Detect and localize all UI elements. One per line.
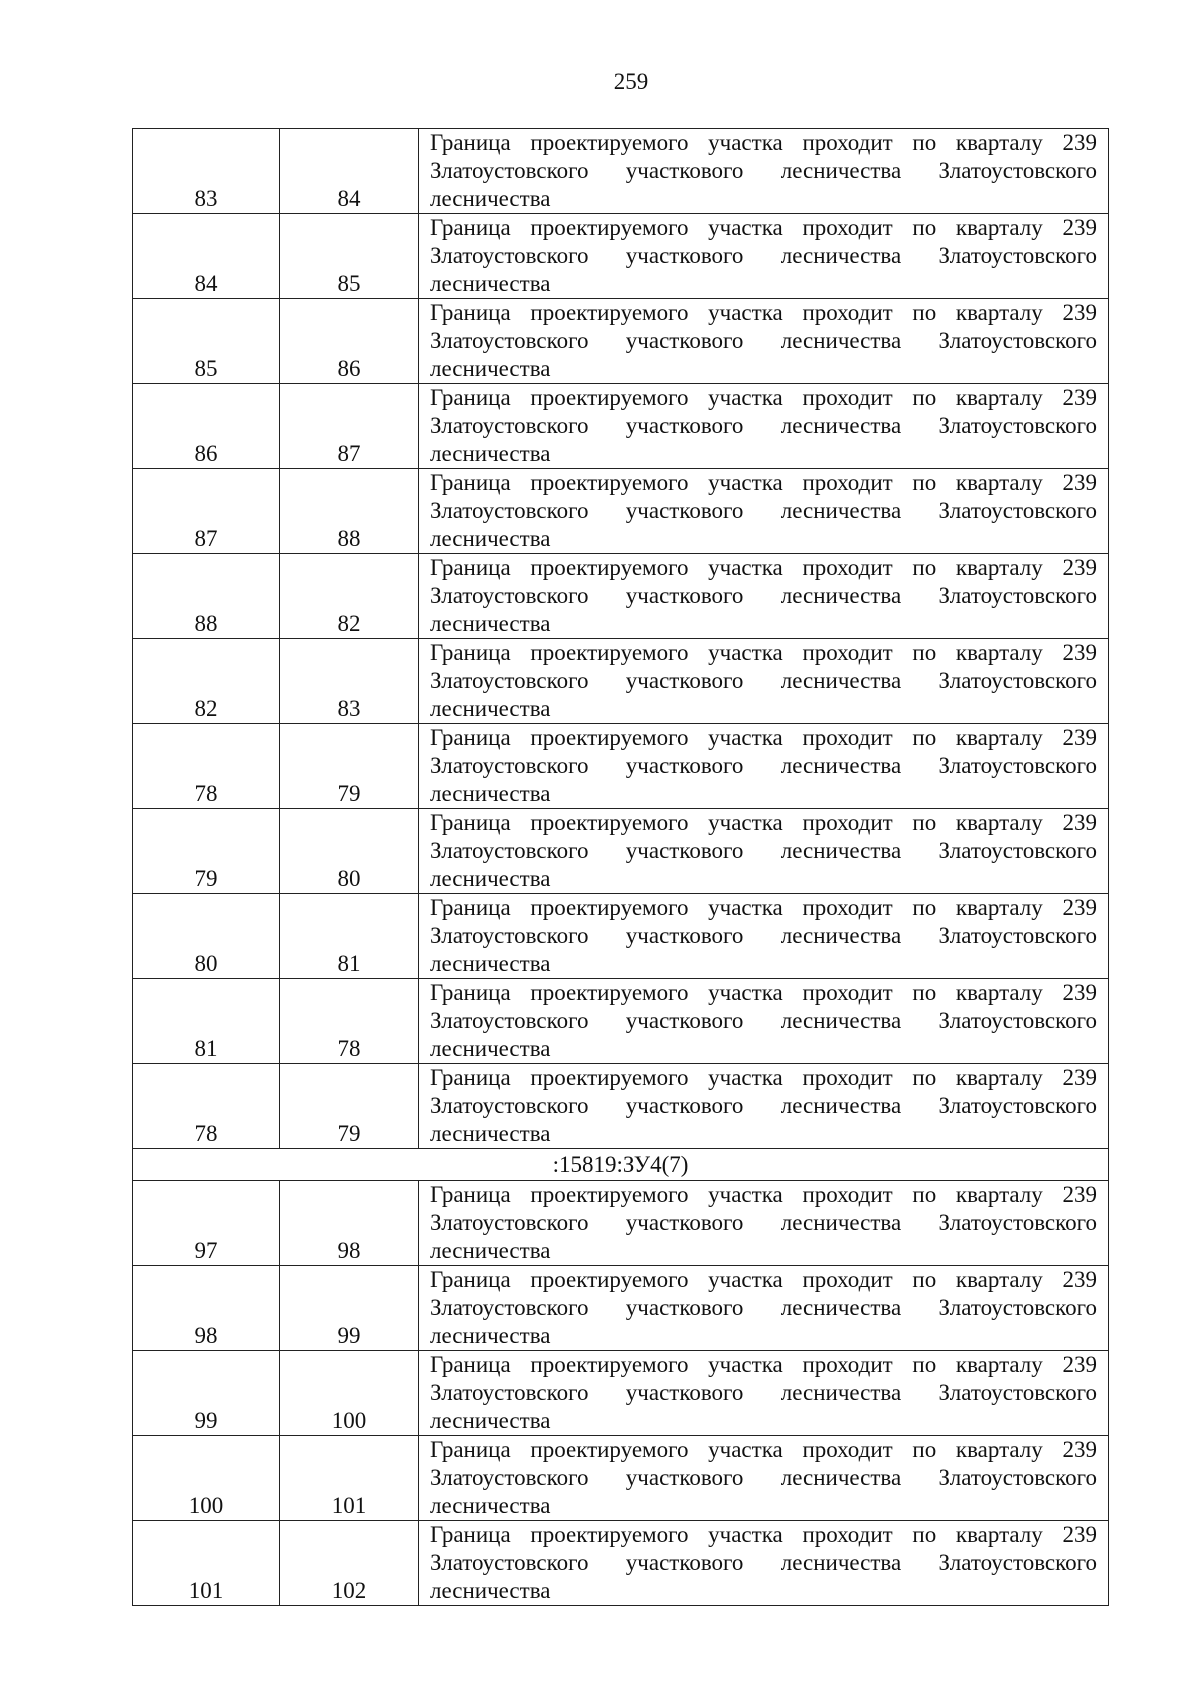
boundary-description-cell xyxy=(419,384,1109,469)
point-to-cell: 81 xyxy=(280,894,419,979)
point-to-cell: 87 xyxy=(280,384,419,469)
description-line: лесничества xyxy=(430,186,551,211)
table-row xyxy=(133,1521,1109,1606)
description-line: Граница проектируемого участка проходит по кварталу 239 xyxy=(430,895,1097,920)
boundary-description-cell xyxy=(419,1266,1109,1351)
boundary-description-cell xyxy=(419,299,1109,384)
description-line: Граница проектируемого участка проходит по кварталу 239 xyxy=(430,470,1097,495)
table-row xyxy=(133,469,1109,554)
boundary-table xyxy=(132,128,1109,1606)
point-from-cell: 85 xyxy=(133,299,280,384)
point-from-cell: 78 xyxy=(133,1064,280,1149)
table-row xyxy=(133,639,1109,724)
point-to-cell: 99 xyxy=(280,1266,419,1351)
point-from-cell: 82 xyxy=(133,639,280,724)
description-line: лесничества xyxy=(430,1121,551,1146)
boundary-description-cell xyxy=(419,979,1109,1064)
boundary-description-cell xyxy=(419,724,1109,809)
description-line: Граница проектируемого участка проходит по кварталу 239 xyxy=(430,385,1097,410)
boundary-description-cell xyxy=(419,554,1109,639)
point-to-cell: 102 xyxy=(280,1521,419,1606)
description-line: лесничества xyxy=(430,781,551,806)
boundary-table-body xyxy=(133,129,1109,1606)
description-line: Златоустовского участкового лесничества Златоустовского xyxy=(430,838,1097,863)
table-row xyxy=(133,1351,1109,1436)
boundary-description-cell xyxy=(419,1351,1109,1436)
boundary-description-cell xyxy=(419,469,1109,554)
table-row xyxy=(133,894,1109,979)
table-row xyxy=(133,1266,1109,1351)
point-from-cell: 79 xyxy=(133,809,280,894)
description-line: Граница проектируемого участка проходит по кварталу 239 xyxy=(430,1437,1097,1462)
description-line: Златоустовского участкового лесничества Златоустовского xyxy=(430,243,1097,268)
description-line: Златоустовского участкового лесничества Златоустовского xyxy=(430,158,1097,183)
description-line: лесничества xyxy=(430,866,551,891)
description-line: Граница проектируемого участка проходит по кварталу 239 xyxy=(430,980,1097,1005)
section-heading-row xyxy=(133,1149,1109,1181)
description-line: Граница проектируемого участка проходит по кварталу 239 xyxy=(430,640,1097,665)
point-from-cell: 80 xyxy=(133,894,280,979)
point-from-cell: 87 xyxy=(133,469,280,554)
description-line: лесничества xyxy=(430,271,551,296)
point-from-cell: 84 xyxy=(133,214,280,299)
boundary-description-cell xyxy=(419,1064,1109,1149)
description-line: Златоустовского участкового лесничества Златоустовского xyxy=(430,1008,1097,1033)
point-to-cell: 101 xyxy=(280,1436,419,1521)
description-line: лесничества xyxy=(430,611,551,636)
table-row xyxy=(133,129,1109,214)
description-line: Граница проектируемого участка проходит по кварталу 239 xyxy=(430,130,1097,155)
table-row xyxy=(133,214,1109,299)
boundary-description-cell xyxy=(419,809,1109,894)
description-line: лесничества xyxy=(430,526,551,551)
description-line: лесничества xyxy=(430,951,551,976)
description-line: лесничества xyxy=(430,1493,551,1518)
boundary-description-cell xyxy=(419,214,1109,299)
boundary-description-cell xyxy=(419,1436,1109,1521)
section-heading: :15819:ЗУ4(7) xyxy=(133,1149,1109,1181)
point-from-cell: 98 xyxy=(133,1266,280,1351)
description-line: Златоустовского участкового лесничества Златоустовского xyxy=(430,923,1097,948)
description-line: Златоустовского участкового лесничества Златоустовского xyxy=(430,413,1097,438)
description-line: Граница проектируемого участка проходит по кварталу 239 xyxy=(430,1182,1097,1207)
description-line: Златоустовского участкового лесничества Златоустовского xyxy=(430,668,1097,693)
boundary-description-cell xyxy=(419,1521,1109,1606)
point-from-cell: 101 xyxy=(133,1521,280,1606)
point-to-cell: 98 xyxy=(280,1181,419,1266)
point-from-cell: 81 xyxy=(133,979,280,1064)
point-from-cell: 99 xyxy=(133,1351,280,1436)
point-to-cell: 84 xyxy=(280,129,419,214)
description-line: лесничества xyxy=(430,1238,551,1263)
description-line: лесничества xyxy=(430,1323,551,1348)
point-to-cell: 100 xyxy=(280,1351,419,1436)
table-row xyxy=(133,384,1109,469)
description-line: Граница проектируемого участка проходит по кварталу 239 xyxy=(430,1352,1097,1377)
point-from-cell: 97 xyxy=(133,1181,280,1266)
description-line: Граница проектируемого участка проходит по кварталу 239 xyxy=(430,300,1097,325)
boundary-description-cell xyxy=(419,639,1109,724)
table-row xyxy=(133,979,1109,1064)
description-line: Граница проектируемого участка проходит по кварталу 239 xyxy=(430,725,1097,750)
description-line: Златоустовского участкового лесничества Златоустовского xyxy=(430,328,1097,353)
description-line: Златоустовского участкового лесничества Златоустовского xyxy=(430,1380,1097,1405)
table-row xyxy=(133,1436,1109,1521)
description-line: лесничества xyxy=(430,1578,551,1603)
description-line: Граница проектируемого участка проходит по кварталу 239 xyxy=(430,1522,1097,1547)
description-line: лесничества xyxy=(430,1408,551,1433)
description-line: лесничества xyxy=(430,1036,551,1061)
point-to-cell: 79 xyxy=(280,724,419,809)
point-to-cell: 82 xyxy=(280,554,419,639)
description-line: Граница проектируемого участка проходит по кварталу 239 xyxy=(430,1267,1097,1292)
description-line: лесничества xyxy=(430,696,551,721)
point-from-cell: 78 xyxy=(133,724,280,809)
boundary-description-cell xyxy=(419,1181,1109,1266)
table-row xyxy=(133,299,1109,384)
point-to-cell: 80 xyxy=(280,809,419,894)
description-line: Златоустовского участкового лесничества Златоустовского xyxy=(430,1210,1097,1235)
description-line: Златоустовского участкового лесничества Златоустовского xyxy=(430,583,1097,608)
point-from-cell: 83 xyxy=(133,129,280,214)
point-to-cell: 79 xyxy=(280,1064,419,1149)
point-to-cell: 86 xyxy=(280,299,419,384)
description-line: Златоустовского участкового лесничества Златоустовского xyxy=(430,1295,1097,1320)
description-line: Златоустовского участкового лесничества Златоустовского xyxy=(430,498,1097,523)
table-row xyxy=(133,724,1109,809)
description-line: Златоустовского участкового лесничества Златоустовского xyxy=(430,1465,1097,1490)
point-to-cell: 85 xyxy=(280,214,419,299)
table-row xyxy=(133,1181,1109,1266)
table-row xyxy=(133,554,1109,639)
description-line: Златоустовского участкового лесничества Златоустовского xyxy=(430,753,1097,778)
boundary-description-cell xyxy=(419,894,1109,979)
point-from-cell: 86 xyxy=(133,384,280,469)
point-from-cell: 100 xyxy=(133,1436,280,1521)
page-number: 259 xyxy=(613,69,649,94)
description-line: Граница проектируемого участка проходит по кварталу 239 xyxy=(430,555,1097,580)
point-to-cell: 78 xyxy=(280,979,419,1064)
description-line: лесничества xyxy=(430,356,551,381)
description-line: лесничества xyxy=(430,441,551,466)
description-line: Граница проектируемого участка проходит по кварталу 239 xyxy=(430,215,1097,240)
boundary-description-cell xyxy=(419,129,1109,214)
point-from-cell: 88 xyxy=(133,554,280,639)
description-line: Граница проектируемого участка проходит по кварталу 239 xyxy=(430,810,1097,835)
table-row xyxy=(133,1064,1109,1149)
description-line: Златоустовского участкового лесничества Златоустовского xyxy=(430,1093,1097,1118)
point-to-cell: 83 xyxy=(280,639,419,724)
table-row xyxy=(133,809,1109,894)
description-line: Граница проектируемого участка проходит по кварталу 239 xyxy=(430,1065,1097,1090)
point-to-cell: 88 xyxy=(280,469,419,554)
description-line: Златоустовского участкового лесничества Златоустовского xyxy=(430,1550,1097,1575)
